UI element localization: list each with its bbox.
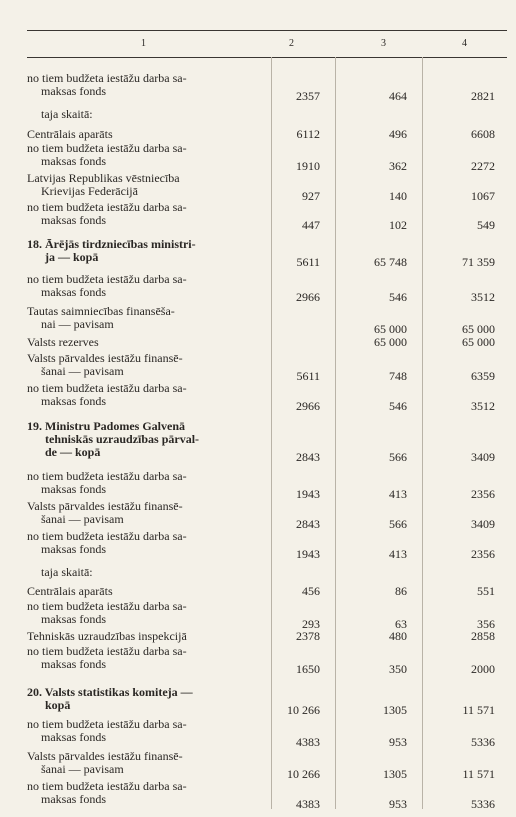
cell-value-c3: 566 <box>389 450 407 464</box>
cell-value-c4: 65 000 <box>462 335 495 349</box>
cell-value-c4: 3512 <box>471 290 495 304</box>
row-label-line: maksas fonds <box>41 612 106 626</box>
cell-value-c2: 927 <box>302 189 320 203</box>
row-label-line: šanai — pavisam <box>41 512 124 526</box>
column-header-2: 2 <box>289 38 294 49</box>
row-label <box>27 630 272 643</box>
row-label <box>27 238 272 264</box>
row-label-line: Valsts pārvaldes iestāžu finansē- <box>27 499 183 513</box>
cell-value-c2: 293 <box>302 617 320 631</box>
row-label <box>27 108 272 121</box>
row-label-line: no tiem budžeta iestāžu darba sa- <box>27 469 187 483</box>
row-label-line: maksas fonds <box>41 285 106 299</box>
cell-value-c3: 464 <box>389 89 407 103</box>
cell-value-c3: 1305 <box>383 703 407 717</box>
row-label-line: maksas fonds <box>41 792 106 806</box>
row-label <box>27 305 272 331</box>
cell-value-c3: 546 <box>389 290 407 304</box>
cell-value-c4: 2272 <box>471 159 495 173</box>
row-label <box>27 420 272 459</box>
row-label-line: Krievijas Federācijā <box>41 184 138 198</box>
row-label-line: tehniskās uzraudzības pārval- <box>45 432 200 446</box>
cell-value-c2: 2843 <box>296 450 320 464</box>
row-label-line: no tiem budžeta iestāžu darba sa- <box>27 200 187 214</box>
row-label <box>27 600 272 626</box>
cell-value-c3: 140 <box>389 189 407 203</box>
row-label-line: kopā <box>45 698 71 712</box>
row-label-line: taja skaitā: <box>41 565 93 579</box>
cell-value-c3: 748 <box>389 369 407 383</box>
row-label <box>27 382 272 408</box>
cell-value-c4: 71 359 <box>462 255 495 269</box>
cell-value-c2: 1943 <box>296 547 320 561</box>
row-label <box>27 718 272 744</box>
cell-value-c2: 2966 <box>296 399 320 413</box>
cell-value-c4: 5336 <box>471 735 495 749</box>
cell-value-c4: 3409 <box>471 450 495 464</box>
cell-value-c3: 102 <box>389 218 407 232</box>
row-label-line: no tiem budžeta iestāžu darba sa- <box>27 272 187 286</box>
row-label-line: 18. Ārējās tirdzniecības ministri- <box>27 237 196 251</box>
cell-value-c3: 496 <box>389 127 407 141</box>
row-label <box>27 273 272 299</box>
row-label-line: maksas fonds <box>41 394 106 408</box>
cell-value-c4: 3409 <box>471 517 495 531</box>
header-bottom-rule <box>27 57 507 58</box>
row-label <box>27 585 272 598</box>
cell-value-c2: 6112 <box>296 127 320 141</box>
cell-value-c2: 2378 <box>296 629 320 643</box>
row-label <box>27 780 272 806</box>
row-label-line: maksas fonds <box>41 542 106 556</box>
cell-value-c3: 65 000 <box>374 322 407 336</box>
cell-value-c2: 5611 <box>296 255 320 269</box>
row-label-line: maksas fonds <box>41 657 106 671</box>
column-header-1: 1 <box>141 38 146 49</box>
cell-value-c4: 356 <box>477 617 495 631</box>
row-label-line: no tiem budžeta iestāžu darba sa- <box>27 717 187 731</box>
cell-value-c3: 65 748 <box>374 255 407 269</box>
row-label-line: de — kopā <box>45 445 101 459</box>
column-divider <box>335 57 336 809</box>
cell-value-c2: 1650 <box>296 662 320 676</box>
row-label-line: Tehniskās uzraudzības inspekcijā <box>27 629 187 643</box>
cell-value-c3: 413 <box>389 487 407 501</box>
cell-value-c3: 362 <box>389 159 407 173</box>
row-label-line: 20. Valsts statistikas komiteja — <box>27 685 193 699</box>
row-label-line: Valsts rezerves <box>27 335 99 349</box>
row-label-line: taja skaitā: <box>41 107 93 121</box>
row-label <box>27 500 272 526</box>
row-label-line: no tiem budžeta iestāžu darba sa- <box>27 381 187 395</box>
cell-value-c2: 4383 <box>296 735 320 749</box>
row-label-line: nai — pavisam <box>41 317 114 331</box>
row-label <box>27 645 272 671</box>
row-label-line: ja — kopā <box>45 250 99 264</box>
cell-value-c4: 11 571 <box>462 703 495 717</box>
row-label-line: maksas fonds <box>41 730 106 744</box>
cell-value-c3: 350 <box>389 662 407 676</box>
row-label <box>27 142 272 168</box>
row-label-line: no tiem budžeta iestāžu darba sa- <box>27 599 187 613</box>
cell-value-c2: 10 266 <box>287 767 320 781</box>
cell-value-c2: 2843 <box>296 517 320 531</box>
row-label-line: Centrālais aparāts <box>27 127 113 141</box>
cell-value-c2: 1943 <box>296 487 320 501</box>
cell-value-c2: 1910 <box>296 159 320 173</box>
cell-value-c2: 2966 <box>296 290 320 304</box>
table-top-rule <box>27 30 507 31</box>
cell-value-c4: 2356 <box>471 547 495 561</box>
row-label-line: maksas fonds <box>41 84 106 98</box>
cell-value-c2: 456 <box>302 584 320 598</box>
row-label-line: maksas fonds <box>41 213 106 227</box>
cell-value-c4: 65 000 <box>462 322 495 336</box>
cell-value-c4: 2000 <box>471 662 495 676</box>
row-label-line: Tautas saimniecības finansēša- <box>27 304 175 318</box>
row-label-line: Valsts pārvaldes iestāžu finansē- <box>27 351 183 365</box>
column-header-4: 4 <box>462 38 467 49</box>
cell-value-c2: 447 <box>302 218 320 232</box>
row-label-line: šanai — pavisam <box>41 762 124 776</box>
row-label <box>27 201 272 227</box>
cell-value-c2: 5611 <box>296 369 320 383</box>
row-label <box>27 470 272 496</box>
cell-value-c3: 413 <box>389 547 407 561</box>
cell-value-c4: 5336 <box>471 797 495 811</box>
row-label <box>27 686 272 712</box>
cell-value-c3: 1305 <box>383 767 407 781</box>
cell-value-c3: 953 <box>389 797 407 811</box>
cell-value-c3: 86 <box>395 584 407 598</box>
cell-value-c4: 1067 <box>471 189 495 203</box>
row-label-line: no tiem budžeta iestāžu darba sa- <box>27 71 187 85</box>
row-label <box>27 352 272 378</box>
row-label-line: Centrālais aparāts <box>27 584 113 598</box>
cell-value-c4: 2858 <box>471 629 495 643</box>
cell-value-c3: 953 <box>389 735 407 749</box>
cell-value-c3: 546 <box>389 399 407 413</box>
cell-value-c2: 10 266 <box>287 703 320 717</box>
cell-value-c4: 6608 <box>471 127 495 141</box>
row-label <box>27 566 272 579</box>
row-label-line: maksas fonds <box>41 482 106 496</box>
cell-value-c4: 2821 <box>471 89 495 103</box>
cell-value-c2: 2357 <box>296 89 320 103</box>
row-label-line: Valsts pārvaldes iestāžu finansē- <box>27 749 183 763</box>
cell-value-c2: 4383 <box>296 797 320 811</box>
column-header-3: 3 <box>381 38 386 49</box>
cell-value-c3: 63 <box>395 617 407 631</box>
row-label-line: 19. Ministru Padomes Galvenā <box>27 419 185 433</box>
row-label-line: no tiem budžeta iestāžu darba sa- <box>27 141 187 155</box>
row-label-line: no tiem budžeta iestāžu darba sa- <box>27 779 187 793</box>
row-label <box>27 530 272 556</box>
row-label <box>27 128 272 141</box>
row-label-line: šanai — pavisam <box>41 364 124 378</box>
column-divider <box>422 57 423 809</box>
cell-value-c4: 11 571 <box>462 767 495 781</box>
cell-value-c4: 551 <box>477 584 495 598</box>
cell-value-c4: 3512 <box>471 399 495 413</box>
row-label-line: Latvijas Republikas vēstniecība <box>27 171 180 185</box>
row-label <box>27 172 272 198</box>
cell-value-c4: 2356 <box>471 487 495 501</box>
cell-value-c3: 480 <box>389 629 407 643</box>
row-label-line: no tiem budžeta iestāžu darba sa- <box>27 529 187 543</box>
row-label <box>27 72 272 98</box>
row-label <box>27 336 272 349</box>
row-label <box>27 750 272 776</box>
cell-value-c4: 549 <box>477 218 495 232</box>
row-label-line: no tiem budžeta iestāžu darba sa- <box>27 644 187 658</box>
cell-value-c3: 566 <box>389 517 407 531</box>
row-label-line: maksas fonds <box>41 154 106 168</box>
cell-value-c4: 6359 <box>471 369 495 383</box>
cell-value-c3: 65 000 <box>374 335 407 349</box>
